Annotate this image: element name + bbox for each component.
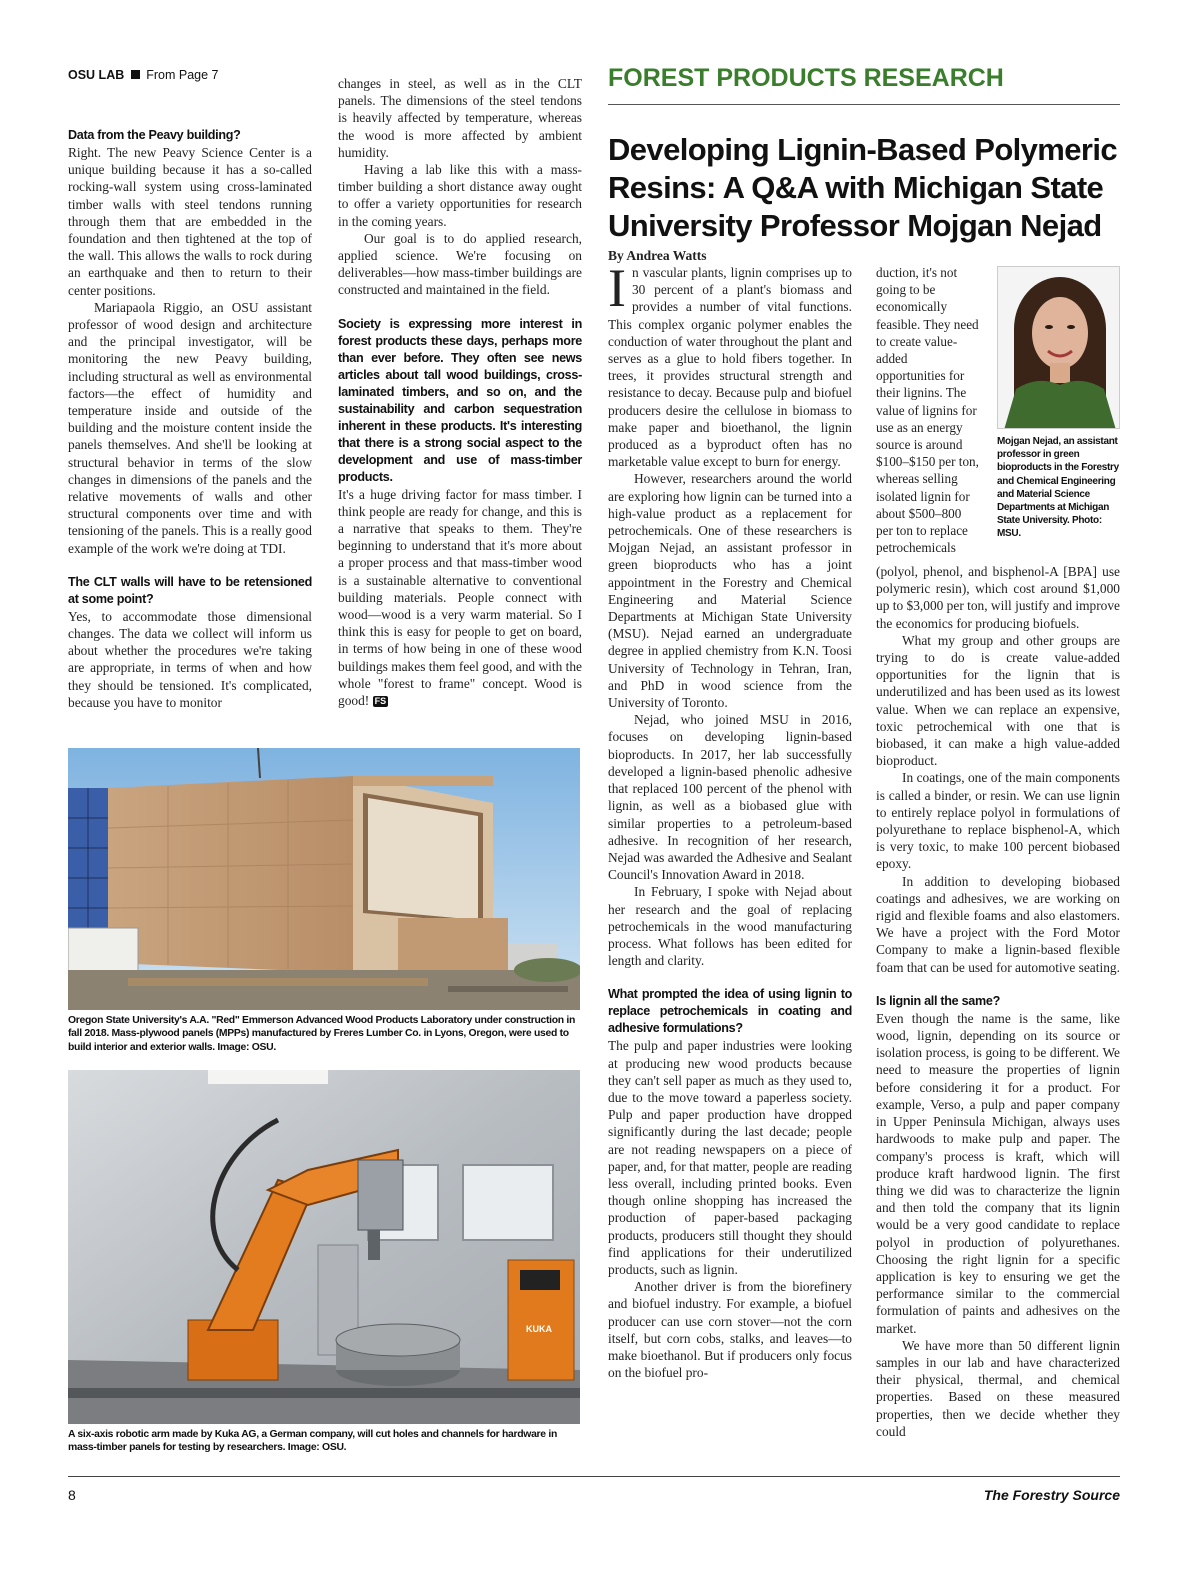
paragraph: The pulp and paper industries were looking at producing new wood products because they can't sell paper as much as they used to, due to the move toward a paperless society. Pulp and paper production have dropped significantly during the last decade; people are not reading newspapers on a piece of paper, and, for that matter, people are reading less overall, including printed books. Even though online shopping has increased the production of paper-based packaging products, producers still thought they should find applications for their underutilized products, such as lignin. (608, 1038, 852, 1277)
lead-paragraph (608, 258, 852, 470)
building-photo (68, 748, 580, 1010)
headline: Developing Lignin-Based Polymeric Resins: A Q&A with Michigan State University Professor Mojgan Nejad (608, 132, 1118, 243)
section-divider (608, 104, 1120, 105)
lead-text: n vascular plants, lignin comprises up to 30 percent of a plant's biomass and provides a number of vital functions. This complex organic polymer enables the conduction of water throughout the plant and serves as a glue to hold fibers together. In trees, it provides structural strength and resistance to decay. Because pulp and biofuel producers desire the cellulose in biomass to make paper and bioethanol, the lignin produced as a byproduct often has no marketable value except to burn for energy. (608, 265, 852, 470)
square-bullet-icon (131, 70, 140, 79)
paragraph: In coatings, one of the main components is called a binder, or resin. We can use lignin to entirely replace polyol in formulations of polyurethane to replace bisphenol-A, which is very toxic, to make 100 percent biobased epoxy. (876, 770, 1120, 872)
paragraph: duction, it's not going to be economically feasible. They need to create value-added opportunities for their lignins. The value of lignins for use as an energy source is around $100–$150 per ton, whereas selling isolated lignin for about $500–800 per ton to replace petrochemicals (876, 265, 979, 556)
paragraph: changes in steel, as well as in the CLT panels. The dimensions of the steel tendons is heavily affected by temperature, whereas the wood is more affected by ambient humidity. (338, 76, 582, 160)
paragraph: What my group and other groups are trying to do is create value-added opportunities for the lignin that is underutilized and has been used as its lowest value. When we can replace an expensive, toxic petrochemical with one that is biobased, it can make a high value-added bioproduct. (876, 632, 1120, 769)
paragraph: In addition to developing biobased coatings and adhesives, we are working on rigid and flexible foams and also elastomers. We have a project with the Ford Motor Company to make a lignin-based flexible foam that can be used for automotive seating. (876, 873, 1120, 975)
page-number: 8 (68, 1487, 76, 1503)
paragraph: Right. The new Peavy Science Center is a unique building because it has a so-called rocking-wall system using cross-laminated timber walls with steel tendons running through them that are embedded in the foundation and then tightened at the top of the wall. This allows the walls to rock during an earthquake and then to return to their center positions. (68, 145, 312, 298)
end-mark-icon: FS (374, 696, 387, 707)
paragraph: Yes, to accommodate those dimensional changes. The data we collect will inform us about whether the procedures we're taking are appropriate, in terms of when and how they should be tensioned. It's complicated, because you have to monitor (68, 608, 312, 710)
publication-name: The Forestry Source (983, 1487, 1120, 1503)
paragraph: We have more than 50 different lignin samples in our lab and have characterized their physical, thermal, and chemical properties. Based on these measured properties, then we decide whether they could (876, 1337, 1120, 1439)
column-3 (608, 258, 852, 1381)
byline: By Andrea Watts (608, 248, 707, 263)
paragraph: Another driver is from the biorefinery and biofuel industry. For example, a biofuel producer can use corn stover—not the corn itself, but corn cobs, stalks, and leaves—to make bioethanol. But if producers only focus on the biofuel pro- (608, 1279, 852, 1381)
section-title: FOREST PRODUCTS RESEARCH (608, 64, 1004, 92)
column-4 (876, 563, 1120, 1440)
column-4-top (876, 264, 980, 556)
paragraph: Our goal is to do applied research, applied science. We're focusing on deliverables—how mass-timber buildings are constructed and maintained in the field. (338, 230, 582, 298)
kuka-label: KUKA (526, 1324, 552, 1334)
drop-cap: I (608, 258, 626, 318)
section-label: OSU LAB (68, 68, 125, 82)
paragraph: Having a lab like this with a mass-timber building a short distance away ought to offer a variety opportunities for research in the coming years. (338, 162, 582, 229)
photo-caption: A six-axis robotic arm made by Kuka AG, a German company, will cut holes and channels for hardware in mass-timber panels for testing by researchers. Image: OSU. (68, 1429, 557, 1454)
answer-text: It's a huge driving factor for mass timber. I think people are ready for change, and this is a narrative that speaks to them. They're beginning to understand that it's more about a proper process and that mass-timber wood is a sustainable alternative to conventional building materials. People connect with wood—wood is a very warm material. So I think this is easy for people to get on board, in terms of how being in one of these wood buildings makes them feel good, and with the whole "forest to frame" concept. Wood is good! (338, 486, 582, 709)
paragraph: Mariapaola Riggio, an OSU assistant professor of wood design and architecture and the principal investigator, will be monitoring the new Peavy building, including structural as well as environmental factors—the effect of humidity and temperature inside and outside of the building and the moisture content inside the panels themselves. And she'll be looking at structural behavior in terms of the slow changes in dimensions of the panels and the relative movements of walls and other structural components over time and with tensioning of the panels. This is a really good example of the work we're doing at TDI. (68, 299, 312, 556)
robot-arm-photo (68, 1070, 580, 1424)
question-heading: Data from the Peavy building? (68, 128, 241, 142)
question-heading: What prompted the idea of using lignin to replace petrochemicals in coating and adhesive formulations? (608, 987, 852, 1036)
paragraph: In February, I spoke with Nejad about her research and the goal of replacing petrochemicals in the wood manufacturing process. What follows has been edited for length and clarity. (608, 884, 852, 969)
paragraph: Nejad, who joined MSU in 2016, focuses on developing lignin-based bioproducts. In 2017, her lab successfully developed a lignin-based phenolic adhesive that replaced 100 percent of the phenol with lignin, as well as a biobased glue with similar properties to a petroleum-based adhesive. In recognition of her research, Nejad was awarded the Adhesive and Sealant Council's Innovation Award in 2018. (608, 712, 852, 883)
from-page: From Page 7 (146, 68, 219, 82)
photo-caption: Oregon State University's A.A. "Red" Emmerson Advanced Wood Products Laboratory under construction in fall 2018. Mass-plywood panels (MPPs) manufactured by Freres Lumber Co. in Lyons, Oregon, were used to build interior and exterior walls. Image: OSU. (68, 1015, 576, 1053)
question-heading: The CLT walls will have to be retensioned at some point? (68, 574, 312, 606)
question-heading: Is lignin all the same? (876, 993, 1000, 1008)
footer-rule (68, 1476, 1120, 1477)
paragraph: Even though the name is the same, like wood, lignin, depending on its source or isolation process, is going to be different. We need to measure the properties of lignin before considering it for a product. For example, Verso, a pulp and paper company in Upper Peninsula Michigan, always uses hardwoods to make pulp and paper. The company's process is kraft, which will produce kraft hardwood lignin. The first thing we did was to characterize the lignin and then told the company that its lignin would be a very good candidate to replace polyol in production of polyurethanes. Choosing the right lignin for a specific application is key to ensuring we get the performance similar to the commercial formulation of paints and adhesives on the market. (876, 1010, 1120, 1336)
column-2 (338, 75, 582, 709)
paragraph (338, 486, 582, 710)
column-1 (68, 127, 312, 711)
question-heading: Society is expressing more interest in forest products these days, perhaps more than ever before. They often see news articles about tall wood buildings, cross-laminated timbers, and so on, and the sustainability and carbon sequestration inherent in these products. It's interesting that there is a strong social aspect to the development and use of mass-timber products. (338, 316, 582, 484)
portrait-caption: Mojgan Nejad, an assistant professor in green bioproducts in the Forestry and Chemical Engineering and Material Science Departments at Michigan State University. Photo: MSU. (997, 436, 1119, 540)
paragraph: However, researchers around the world are exploring how lignin can be turned into a high-value product as a replacement for petrochemicals. One of these researchers is Mojgan Nejad, an assistant professor in green bioproducts who has a joint appointment in the Forestry and Chemical Engineering and Material Science Departments at Michigan State University (MSU). Nejad earned an undergraduate degree in applied chemistry from K.N. Toosi University of Technology in Tehran, Iran, and PhD in wood science from the University of Toronto. (608, 471, 852, 711)
portrait-photo (997, 266, 1120, 429)
paragraph: (polyol, phenol, and bisphenol-A [BPA] use polymeric resin), which cost around $1,000 up to $3,000 per ton, will justify and improve the economics for producing biofuels. (876, 564, 1120, 631)
section-header (68, 67, 218, 83)
